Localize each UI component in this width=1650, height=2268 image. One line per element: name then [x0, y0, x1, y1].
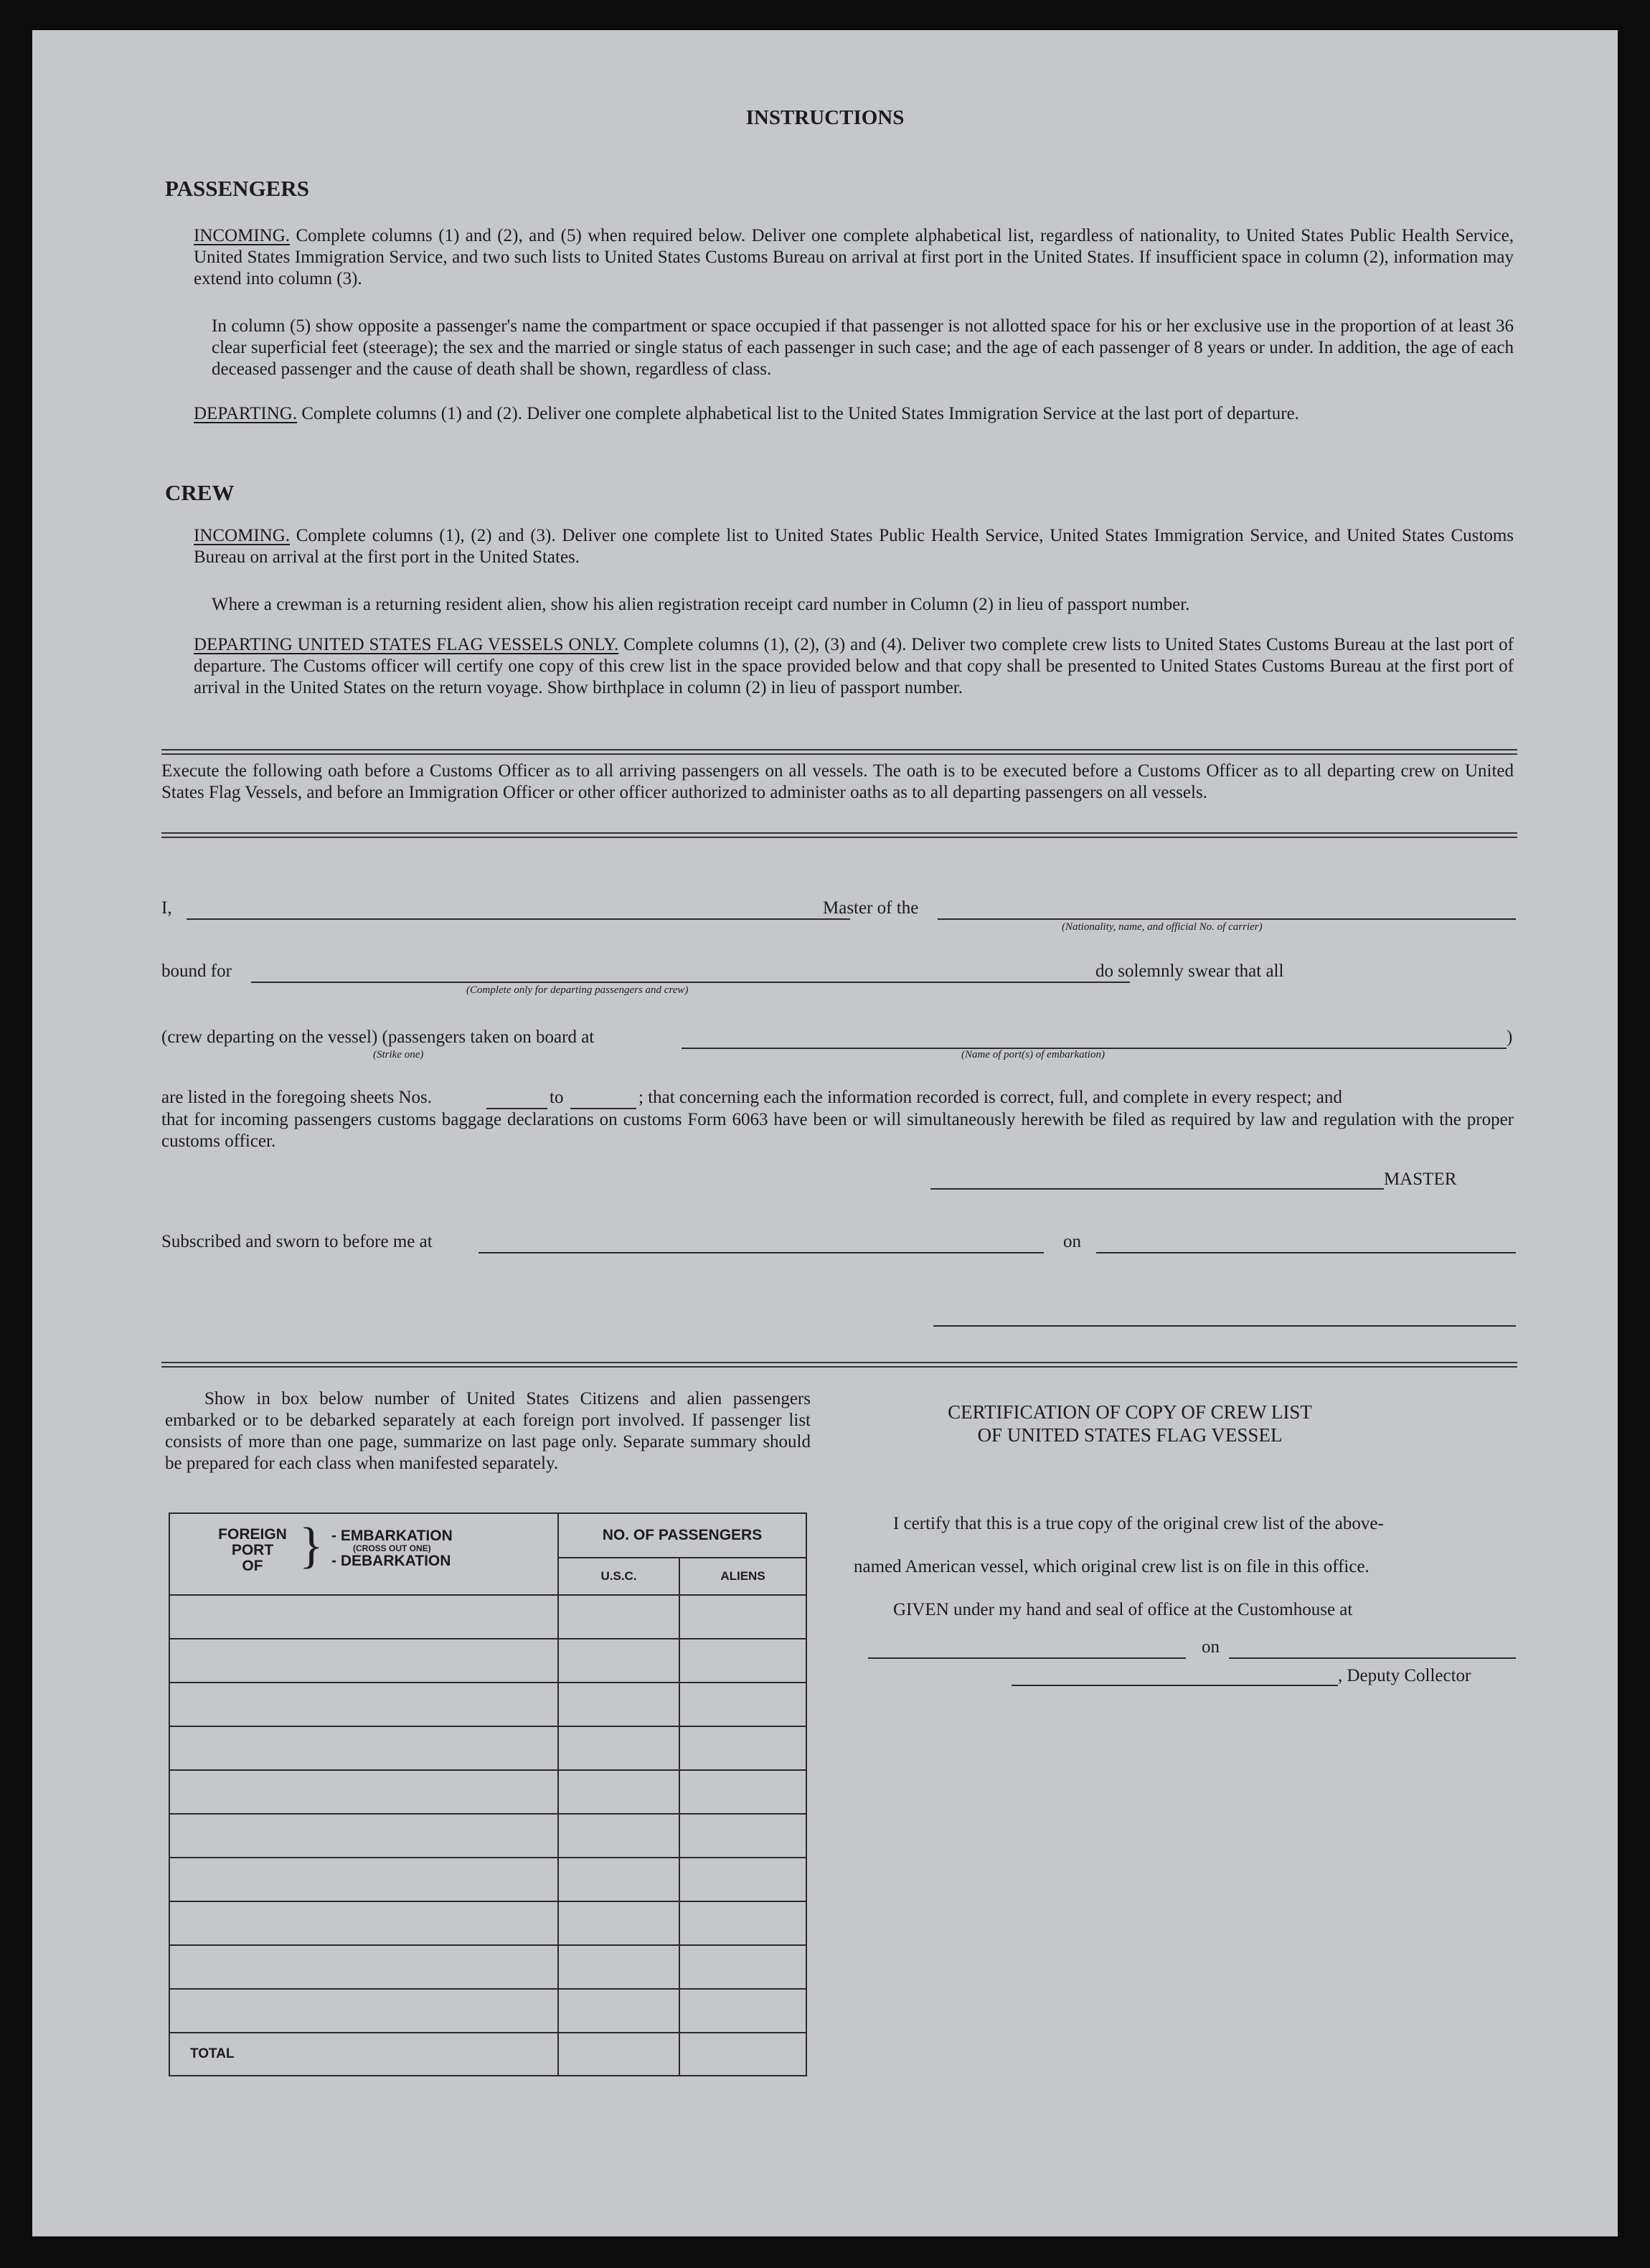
listed-to-label: to: [550, 1088, 564, 1107]
divider: [161, 749, 1517, 755]
usc-cell[interactable]: [558, 1683, 679, 1726]
certification-title-line-2: OF UNITED STATES FLAG VESSEL: [977, 1424, 1283, 1446]
carrier-field[interactable]: [938, 918, 1516, 920]
certify-line-1: I certify that this is a true copy of the original crew list of the above-: [893, 1514, 1384, 1533]
usc-cell[interactable]: [558, 1639, 679, 1683]
deputy-collector-label: , Deputy Collector: [1338, 1666, 1471, 1685]
usc-cell[interactable]: [558, 1858, 679, 1901]
port-cell[interactable]: [169, 1814, 558, 1858]
aliens-cell[interactable]: [679, 1901, 806, 1945]
aliens-total-cell[interactable]: [679, 2033, 806, 2076]
aliens-cell[interactable]: [679, 1595, 806, 1639]
crew-departing-label: (crew departing on the vessel) (passengers taken on board at: [161, 1027, 595, 1047]
port-cell[interactable]: [169, 1770, 558, 1814]
incoming-label: INCOMING.: [194, 226, 291, 245]
aliens-header: ALIENS: [679, 1558, 806, 1595]
port-cell[interactable]: [169, 1595, 558, 1639]
officer-signature-field[interactable]: [933, 1325, 1516, 1327]
port-header-right: [331, 1528, 453, 1569]
deputy-collector-signature-field[interactable]: [1012, 1685, 1338, 1686]
certification-on-label: on: [1202, 1637, 1220, 1657]
aliens-cell[interactable]: [679, 1770, 806, 1814]
passenger-summary-table: [169, 1512, 807, 2076]
passengers-heading: PASSENGERS: [165, 176, 309, 201]
usc-cell[interactable]: [558, 1901, 679, 1945]
aliens-cell[interactable]: [679, 1945, 806, 1989]
port-caption: (Name of port(s) of embarkation): [961, 1049, 1105, 1060]
brace-glyph: }: [299, 1518, 324, 1573]
port-label: PORT: [231, 1542, 274, 1558]
listed-label-3: that for incoming passengers customs baggage declarations on customs Form 6063 have been or will simultaneously herewith be filed as required by law and regulation with the proper customs officer.: [161, 1110, 1514, 1151]
port-header-left: [213, 1527, 292, 1574]
usc-cell[interactable]: [558, 1595, 679, 1639]
document-page: [32, 30, 1618, 2236]
no-of-passengers-header: NO. OF PASSENGERS: [558, 1513, 806, 1558]
aliens-cell[interactable]: [679, 1639, 806, 1683]
column5-paragraph: In column (5) show opposite a passenger's name the compartment or space occupied if that passenger is not allotted space for his or her exclusive use in the proportion of at least 36 clear superficial feet (steerage); the sex and the married or single status of each passenger in such case; and the age of each passenger of 8 years or under. In addition, the age of each deceased passenger and the cause of death shall be shown, regardless of class.: [212, 316, 1514, 379]
master-label: MASTER: [1384, 1170, 1457, 1189]
listed-label-2: ; that concerning each the information recorded is correct, full, and complete in every respect; and: [638, 1088, 1342, 1107]
port-cell[interactable]: [169, 1858, 558, 1901]
sworn-on-label: on: [1063, 1232, 1081, 1251]
port-header-cell: [169, 1513, 558, 1595]
certification-date-field[interactable]: [1229, 1657, 1516, 1659]
strike-one-caption: (Strike one): [373, 1049, 424, 1060]
oath-intro: Execute the following oath before a Customs Officer as to all arriving passengers on all vessels. The oath is to be executed before a Customs Officer as to all departing crew on United States Flag Vessels, and before an Immigration Officer or other officer authorized to administer oaths as to all departing passengers on all vessels.: [161, 761, 1514, 802]
total-label: TOTAL: [169, 2033, 558, 2076]
debarkation-label: - DEBARKATION: [331, 1553, 451, 1569]
crew-incoming-text: Complete columns (1), (2) and (3). Deliver one complete list to United States Public Health Service, United States Immigration Service, and United States Customs Bureau on arrival at the first port in the United States.: [194, 526, 1514, 567]
instructions-title: INSTRUCTIONS: [745, 106, 905, 129]
usc-cell[interactable]: [558, 1945, 679, 1989]
master-name-field[interactable]: [187, 918, 850, 920]
port-cell[interactable]: [169, 1639, 558, 1683]
bound-for-field[interactable]: [251, 982, 1130, 983]
aliens-cell[interactable]: [679, 1814, 806, 1858]
passengers-departing-paragraph: [194, 403, 1514, 425]
certify-line-2: named American vessel, which original crew list is on file in this office.: [854, 1557, 1370, 1576]
close-paren: ): [1507, 1027, 1513, 1047]
listed-label-1: are listed in the foregoing sheets Nos.: [161, 1088, 432, 1107]
given-label: GIVEN under my hand and seal of office at the Customhouse at: [893, 1600, 1353, 1619]
aliens-cell[interactable]: [679, 1683, 806, 1726]
incoming-text: Complete columns (1) and (2), and (5) when required below. Deliver one complete alphabetical list, regardless of nationality, to United States Public Health Service, United States Immigration Service, and two such lists to United States Customs Bureau on arrival at first port in the United States. If insufficient space in column (2), information may extend into column (3).: [194, 226, 1514, 288]
port-cell[interactable]: [169, 1901, 558, 1945]
divider: [161, 1362, 1517, 1368]
departing-text: Complete columns (1) and (2). Deliver one complete alphabetical list to the United States Immigration Service at the last port of departure.: [297, 404, 1299, 423]
subscribed-label: Subscribed and sworn to before me at: [161, 1232, 433, 1251]
aliens-cell[interactable]: [679, 1989, 806, 2033]
certification-title: [900, 1401, 1359, 1446]
port-cell[interactable]: [169, 1989, 558, 2033]
master-signature-field[interactable]: [930, 1188, 1384, 1190]
crew-incoming-label: INCOMING.: [194, 526, 291, 545]
flag-vessels-paragraph: [194, 634, 1514, 699]
crew-heading: CREW: [165, 480, 235, 505]
certification-title-line-1: CERTIFICATION OF COPY OF CREW LIST: [948, 1401, 1312, 1423]
divider: [161, 832, 1517, 838]
usc-total-cell[interactable]: [558, 2033, 679, 2076]
oath-i-label: I,: [161, 898, 172, 918]
carrier-caption: (Nationality, name, and official No. of carrier): [1062, 921, 1263, 933]
cross-out-label: (CROSS OUT ONE): [353, 1543, 431, 1553]
aliens-cell[interactable]: [679, 1858, 806, 1901]
do-swear-label: do solemnly swear that all: [1095, 961, 1284, 981]
port-cell[interactable]: [169, 1726, 558, 1770]
departing-label: DEPARTING.: [194, 404, 298, 423]
flag-vessels-text: Complete columns (1), (2), (3) and (4). Deliver two complete crew lists to United States Customs Bureau at the last port of departure. The Customs officer will certify one copy of this crew list in the space provided below and that copy shall be presented to United States Customs Bureau at the first port of arrival in the United States on the return voyage. Show birthplace in column (2) in lieu of passport number.: [194, 635, 1514, 697]
usc-cell[interactable]: [558, 1726, 679, 1770]
flag-vessels-label: DEPARTING UNITED STATES FLAG VESSELS ONLY.: [194, 635, 619, 654]
port-cell[interactable]: [169, 1945, 558, 1989]
sworn-at-field[interactable]: [478, 1252, 1044, 1253]
bound-for-label: bound for: [161, 961, 232, 981]
crew-incoming-paragraph: [194, 525, 1514, 568]
embarkation-label: - EMBARKATION: [331, 1528, 453, 1544]
of-label: OF: [242, 1558, 263, 1574]
customhouse-field[interactable]: [868, 1657, 1186, 1659]
passengers-incoming-paragraph: [194, 225, 1514, 290]
usc-header: U.S.C.: [558, 1558, 679, 1595]
port-cell[interactable]: [169, 1683, 558, 1726]
master-of-label: Master of the: [823, 898, 919, 918]
aliens-cell[interactable]: [679, 1726, 806, 1770]
usc-cell[interactable]: [558, 1770, 679, 1814]
foreign-label: FOREIGN: [218, 1526, 287, 1543]
bound-for-caption: (Complete only for departing passengers and crew): [466, 984, 689, 996]
usc-cell[interactable]: [558, 1814, 679, 1858]
sworn-date-field[interactable]: [1096, 1252, 1516, 1253]
summary-note: Show in box below number of United States Citizens and alien passengers embarked or to be debarked separately at each foreign port involved. If passenger list consists of more than one page, summarize on last page only. Separate summary should be prepared for each class when manifested separately.: [165, 1389, 811, 1473]
usc-cell[interactable]: [558, 1989, 679, 2033]
crewman-paragraph: Where a crewman is a returning resident alien, show his alien registration receipt card number in Column (2) in lieu of passport number.: [212, 595, 1190, 614]
